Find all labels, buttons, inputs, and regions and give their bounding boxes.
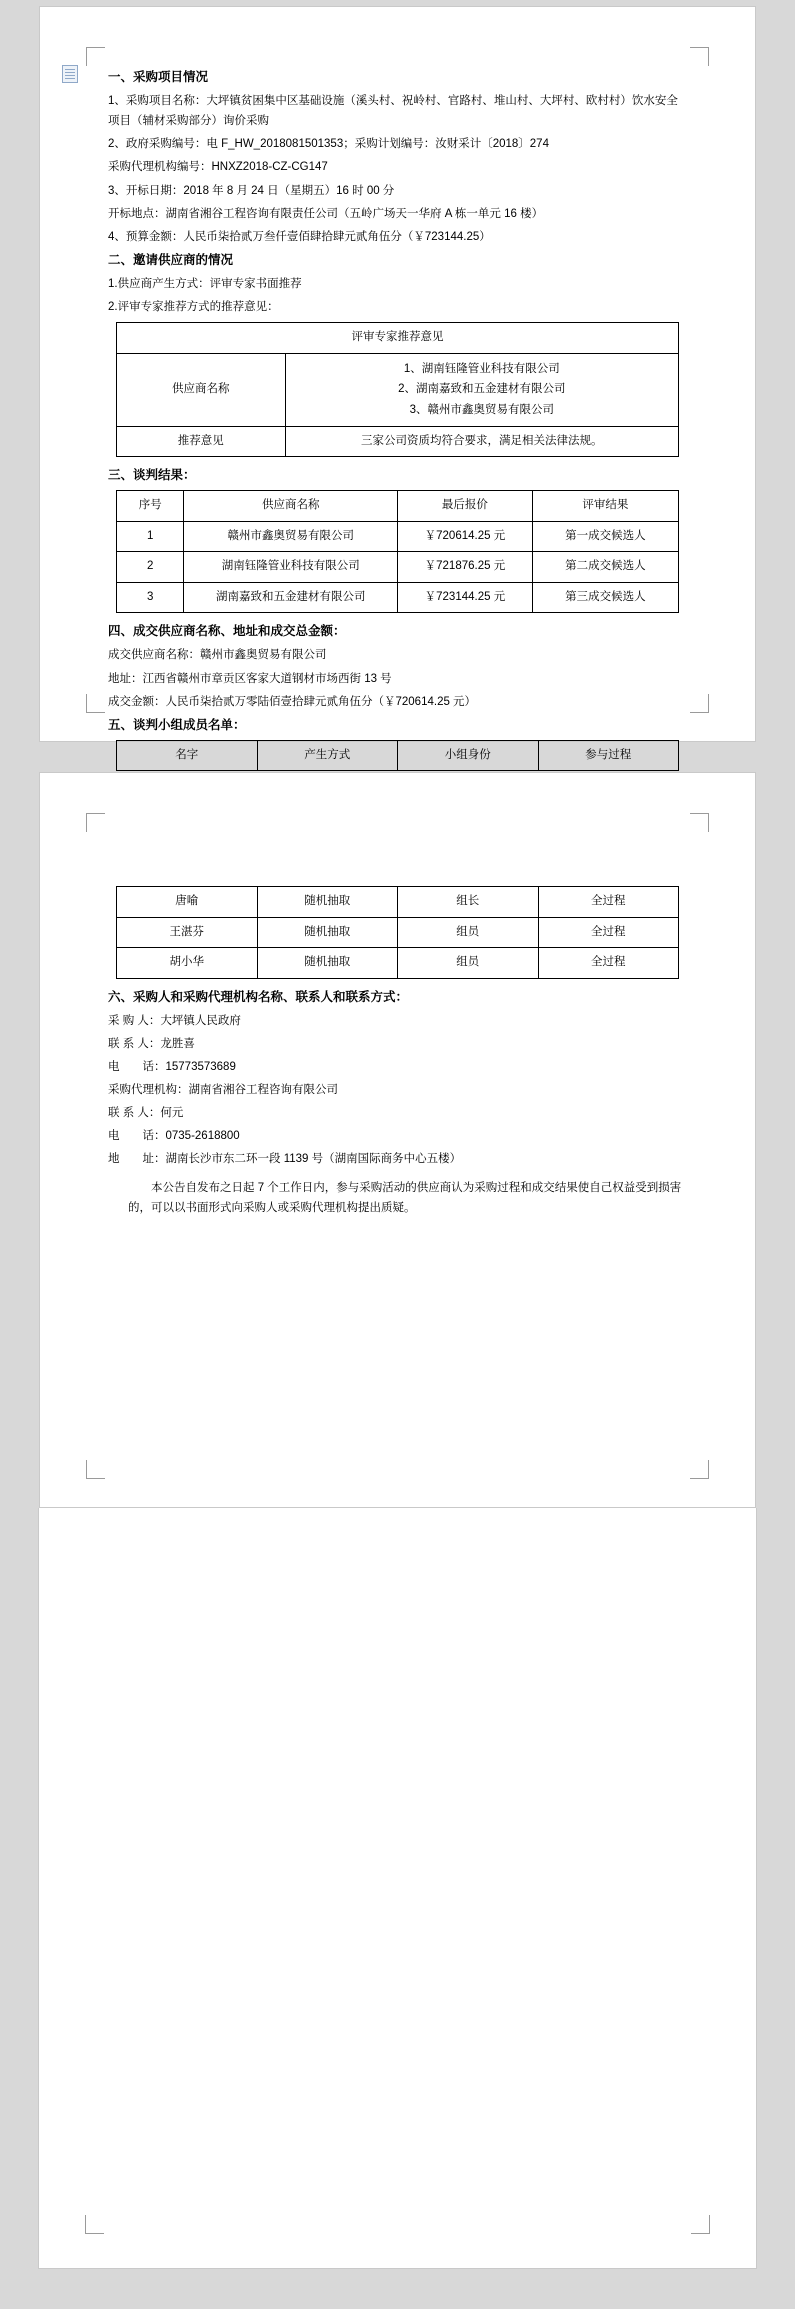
members-header-0: 名字: [117, 740, 258, 771]
table-row: [117, 426, 679, 457]
crop-mark-bottom-left: [85, 2215, 104, 2234]
expert-row-label-2: 推荐意见: [117, 426, 286, 457]
section-2-line-1: 1.供应商产生方式：评审专家书面推荐: [108, 277, 302, 290]
result-r0-c1: 赣州市鑫奥贸易有限公司: [184, 521, 398, 552]
result-r1-c0: 2: [117, 552, 184, 583]
expert-row-label-1: 供应商名称: [117, 353, 286, 426]
members-table-header: [116, 740, 679, 772]
supplier-name-3: 3、赣州市鑫奥贸易有限公司: [409, 404, 554, 417]
document-page-2: [39, 772, 756, 1508]
member-r1-c3: 全过程: [538, 917, 679, 948]
result-r1-c2: ￥721876.25 元: [397, 552, 532, 583]
section-5-title: 五、谈判小组成员名单：: [108, 717, 246, 732]
document-viewer: [0, 6, 795, 2309]
table-header-row: [117, 740, 679, 771]
table-row: [117, 353, 679, 426]
footer-note: 本公告自发布之日起 7 个工作日内，参与采购活动的供应商认为采购过程和成交结果使自己权益受到损害的，可以以书面形式向采购人或采购代理机构提出质疑。: [128, 1181, 682, 1215]
member-r0-c0: 唐喻: [117, 887, 258, 918]
section-6-line-4: 采购代理机构：湖南省湘谷工程咨询有限公司: [108, 1084, 338, 1097]
result-r0-c0: 1: [117, 521, 184, 552]
table-row: [117, 552, 679, 583]
expert-recommendation-table: [116, 322, 679, 457]
member-r0-c3: 全过程: [538, 887, 679, 918]
member-r1-c1: 随机抽取: [257, 917, 398, 948]
member-r1-c0: 王湛芬: [117, 917, 258, 948]
section-6-line-1: 采 购 人：大坪镇人民政府: [108, 1014, 241, 1027]
members-header-1: 产生方式: [257, 740, 398, 771]
section-2-line-2: 2.评审专家推荐方式的推荐意见：: [108, 301, 279, 313]
section-4-line-2: 地址：江西省赣州市章贡区客家大道钢材市场西街 13 号: [108, 672, 392, 685]
member-r0-c2: 组长: [398, 887, 539, 918]
section-6-line-2: 联 系 人：龙胜喜: [108, 1037, 195, 1050]
member-r1-c2: 组员: [398, 917, 539, 948]
result-r2-c2: ￥723144.25 元: [397, 582, 532, 613]
section-6-line-6: 电 话：0735-2618800: [108, 1130, 240, 1143]
section-3-title: 三、谈判结果：: [108, 468, 196, 483]
page-2-content: [40, 773, 755, 1507]
section-4-line-1: 成交供应商名称：赣州市鑫奥贸易有限公司: [108, 649, 327, 662]
result-r2-c3: 第三成交候选人: [532, 582, 678, 613]
section-6-line-5: 联 系 人：何元: [108, 1107, 184, 1120]
result-r0-c2: ￥720614.25 元: [397, 521, 532, 552]
table-row: [117, 917, 679, 948]
negotiation-result-table: [116, 490, 679, 613]
section-1-line-6: 4、预算金额：人民币柒拾贰万叁仟壹佰肆拾肆元贰角伍分（￥723144.25）: [108, 230, 491, 243]
member-r2-c0: 胡小华: [117, 948, 258, 979]
section-1-line-5: 开标地点：湖南省湘谷工程咨询有限责任公司（五岭广场天一华府 A 栋一单元 16 楼）: [108, 207, 544, 220]
result-r1-c1: 湖南钰隆管业科技有限公司: [184, 552, 398, 583]
member-r2-c2: 组员: [398, 948, 539, 979]
table-row: [117, 887, 679, 918]
section-6-title: 六、采购人和采购代理机构名称、联系人和联系方式：: [108, 989, 409, 1004]
section-6-line-7: 地 址：湖南长沙市东二环一段 1139 号（湖南国际商务中心五楼）: [108, 1153, 462, 1166]
table-row: [117, 323, 679, 354]
page-2-blank-area: [38, 1508, 757, 2269]
section-6-line-3: 电 话：15773573689: [108, 1060, 236, 1073]
members-body-table-wrap: [108, 886, 687, 979]
table-row: [117, 948, 679, 979]
section-1-title: 一、采购项目情况: [108, 70, 209, 84]
result-header-0: 序号: [117, 491, 184, 522]
members-header-3: 参与过程: [538, 740, 679, 771]
section-4-line-3: 成交金额：人民币柒拾贰万零陆佰壹拾肆元贰角伍分（￥720614.25 元）: [108, 695, 477, 708]
page-1-content: [40, 7, 755, 761]
members-table-body: [116, 886, 679, 979]
table-header-row: [117, 491, 679, 522]
table-row: [117, 521, 679, 552]
expert-row-values-1: [285, 353, 678, 426]
result-r2-c0: 3: [117, 582, 184, 613]
member-r2-c1: 随机抽取: [257, 948, 398, 979]
member-r2-c3: 全过程: [538, 948, 679, 979]
expert-row-values-2: 三家公司资质均符合要求，满足相关法律法规。: [285, 426, 678, 457]
result-r2-c1: 湖南嘉致和五金建材有限公司: [184, 582, 398, 613]
members-header-2: 小组身份: [398, 740, 539, 771]
member-r0-c1: 随机抽取: [257, 887, 398, 918]
result-header-2: 最后报价: [397, 491, 532, 522]
supplier-name-1: 1、湖南钰隆管业科技有限公司: [403, 362, 560, 375]
result-header-1: 供应商名称: [184, 491, 398, 522]
section-1-line-3: 采购代理机构编号：HNXZ2018-CZ-CG147: [108, 161, 328, 174]
section-1-line-4: 3、开标日期：2018 年 8 月 24 日（星期五）16 时 00 分: [108, 184, 395, 197]
expert-table-header: 评审专家推荐意见: [117, 323, 679, 354]
result-r0-c3: 第一成交候选人: [532, 521, 678, 552]
supplier-name-2: 2、湖南嘉致和五金建材有限公司: [398, 383, 566, 396]
result-table-wrap: [108, 490, 687, 613]
section-2-title: 二、邀请供应商的情况: [108, 252, 234, 267]
expert-table-wrap: [108, 322, 687, 457]
crop-mark-bottom-right: [691, 2215, 710, 2234]
section-4-title: 四、成交供应商名称、地址和成交总金额：: [108, 624, 346, 639]
members-header-table-wrap: [108, 740, 687, 772]
result-r1-c3: 第二成交候选人: [532, 552, 678, 583]
table-row: [117, 582, 679, 613]
result-header-3: 评审结果: [532, 491, 678, 522]
section-1-line-1: 1、采购项目名称：大坪镇贫困集中区基础设施（溪头村、祝岭村、官路村、堆山村、大坪村、欧村村）饮水安全项目（辅材采购部分）询价采购: [108, 95, 678, 128]
document-page-1: [39, 6, 756, 761]
section-1-line-2: 2、政府采购编号：电 F_HW_2018081501353；采购计划编号：汝财采计〔2018〕274: [108, 138, 549, 151]
